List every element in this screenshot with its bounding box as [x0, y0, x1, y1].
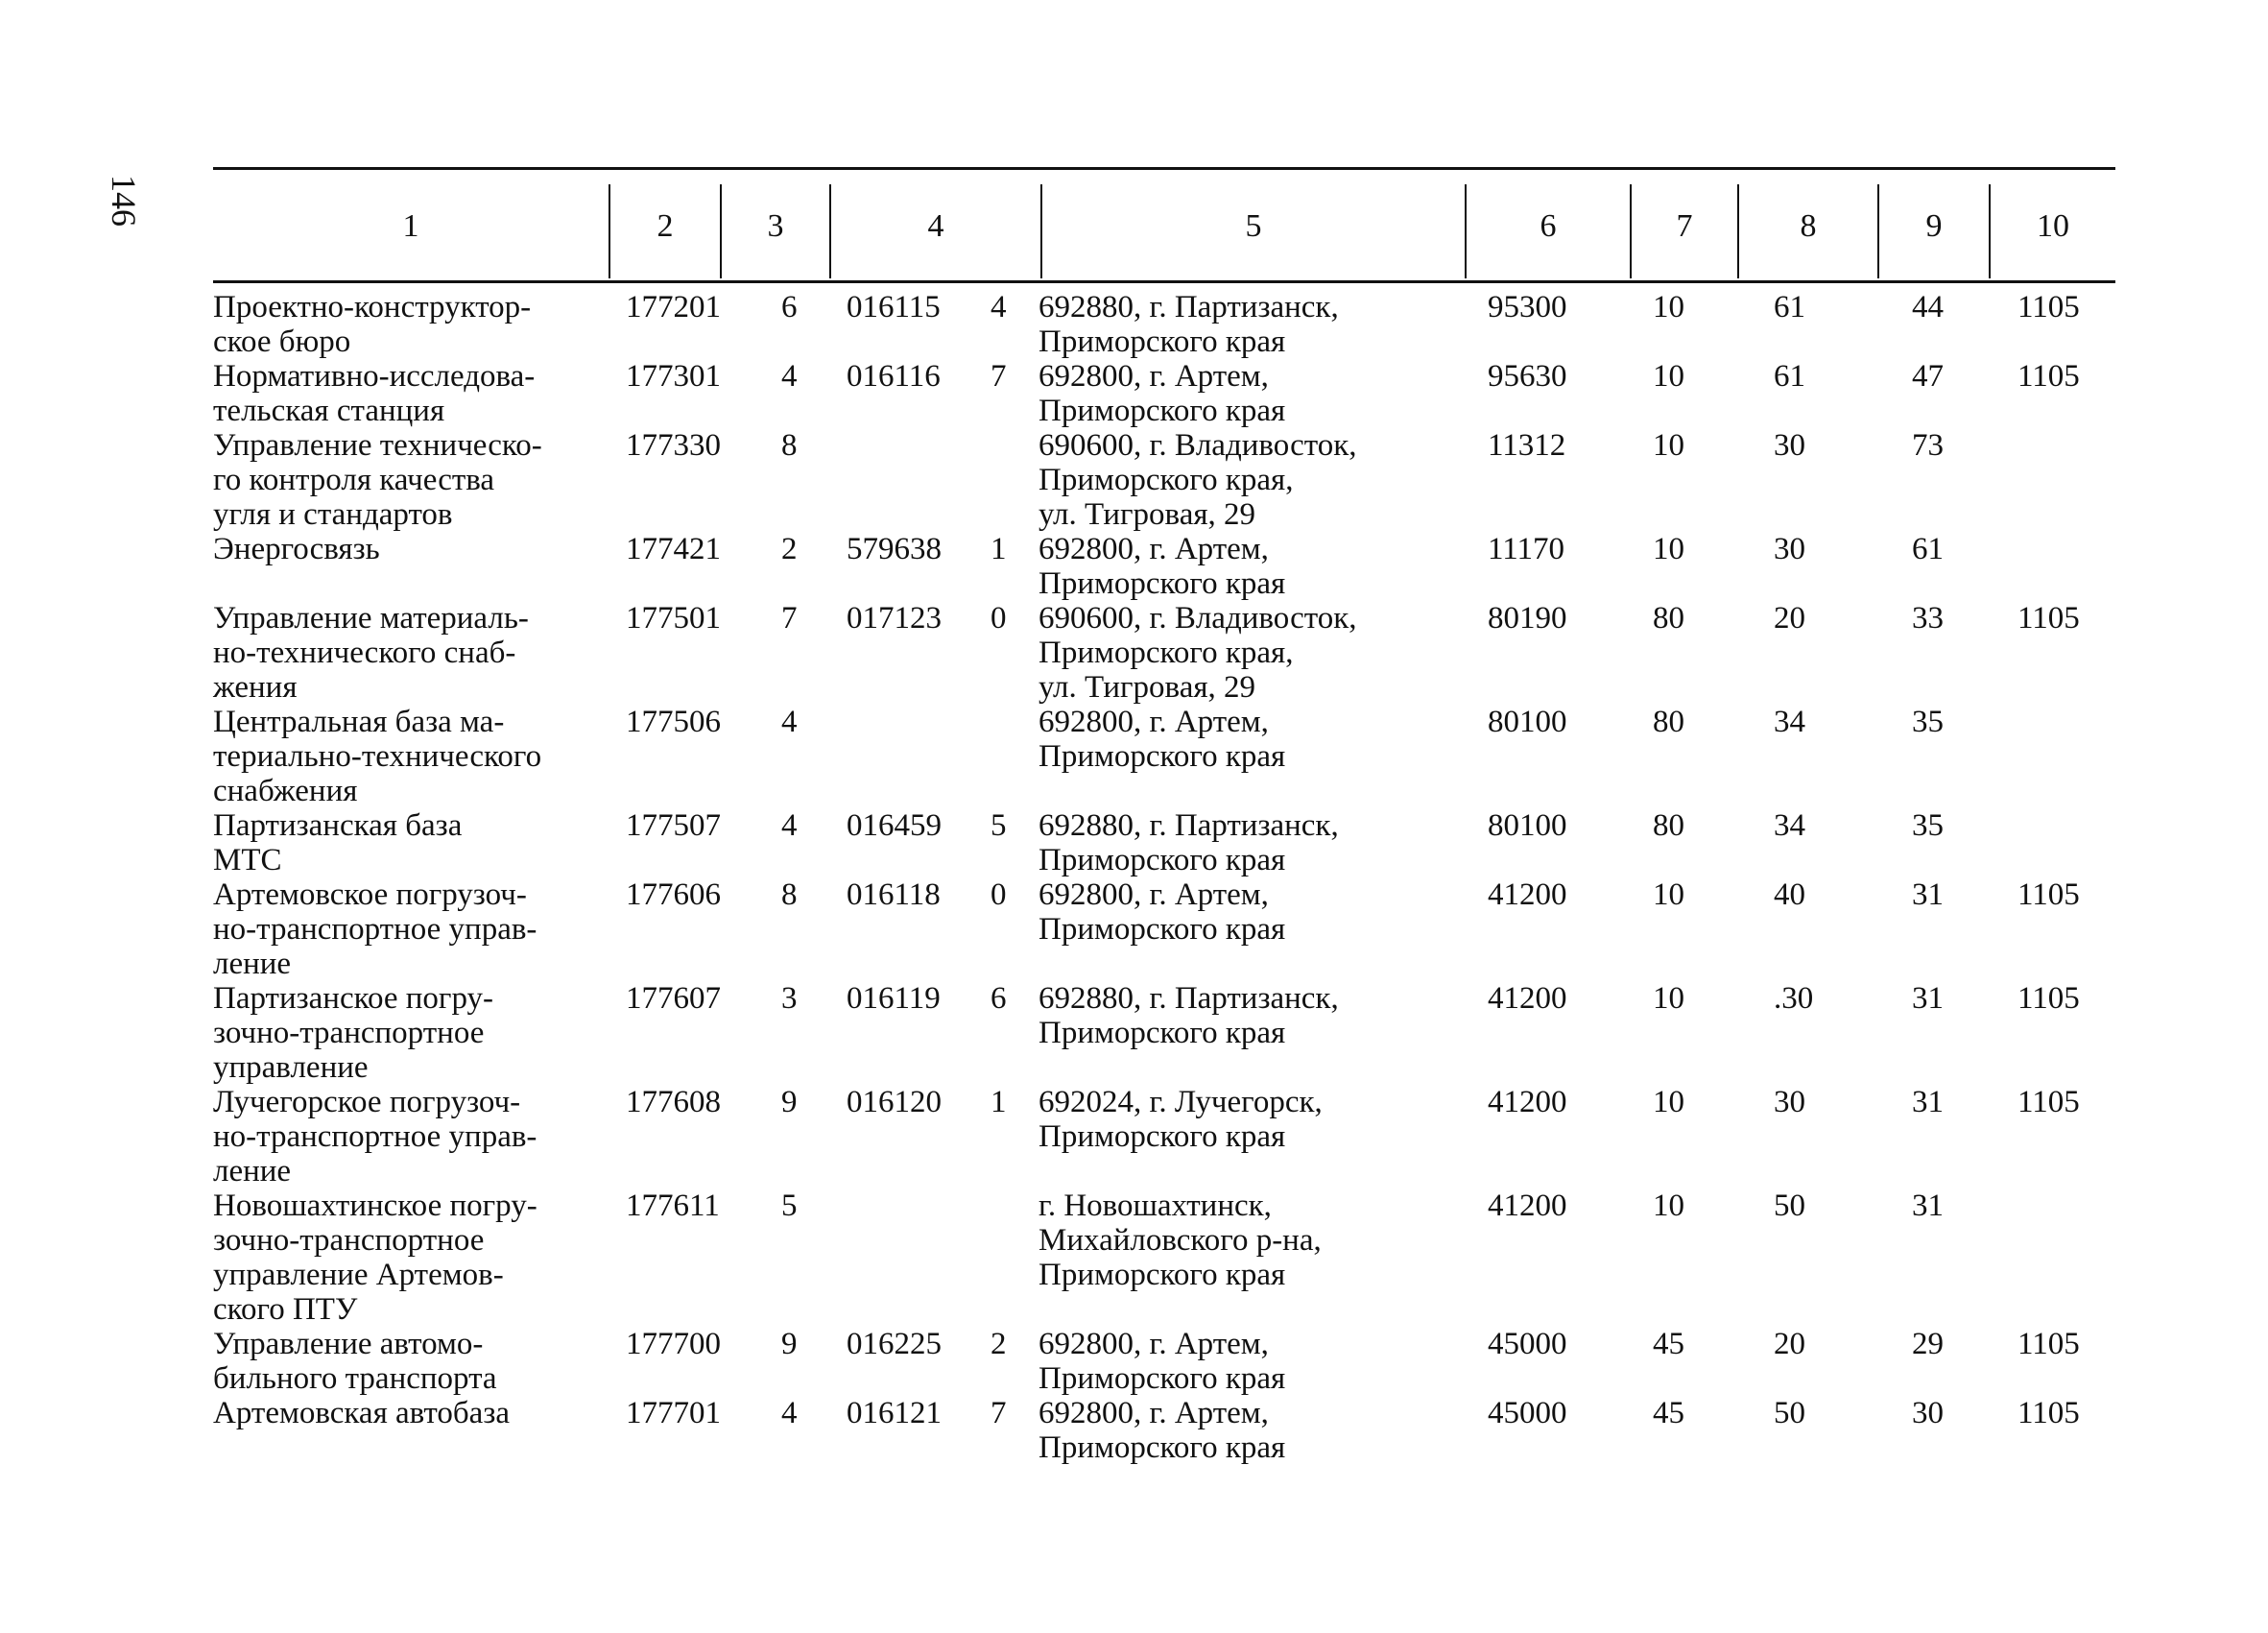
cell-col-10: 1105 [2017, 601, 2080, 636]
cell-col-7: 45 [1653, 1396, 1684, 1430]
table-body [213, 290, 2115, 1465]
address [1039, 808, 1490, 877]
table-row [213, 290, 2115, 359]
cell-col-4-code: 579638 [847, 532, 942, 566]
cell-col-2: 177201 [626, 290, 721, 324]
organization-name-line: тельская станция [213, 394, 445, 428]
cell-col-2: 177608 [626, 1085, 721, 1119]
cell-col-9: 35 [1912, 705, 1944, 739]
table-header [213, 175, 2115, 278]
organization-name-line: угля и стандартов [213, 497, 453, 532]
cell-col-3: 6 [781, 290, 798, 324]
address [1039, 981, 1490, 1050]
organization-name [213, 428, 597, 532]
organization-name [213, 359, 597, 428]
cell-col-3: 5 [781, 1189, 798, 1223]
organization-name-line: ление [213, 947, 292, 981]
cell-col-9: 31 [1912, 981, 1944, 1016]
address [1039, 705, 1490, 774]
organization-name-line: зочно-транспортное [213, 1223, 485, 1258]
cell-col-3: 8 [781, 877, 798, 912]
organization-name-line: Управление техническо- [213, 428, 542, 463]
cell-col-10: 1105 [2017, 981, 2080, 1016]
page-number: 146 [105, 175, 143, 227]
cell-col-4-code: 016115 [847, 290, 941, 324]
cell-col-3: 8 [781, 428, 798, 463]
cell-col-4-digit: 2 [991, 1327, 1007, 1361]
cell-col-3: 9 [781, 1085, 798, 1119]
address-line: Приморского края [1039, 843, 1286, 877]
organization-name-line: но-технического снаб- [213, 636, 516, 670]
address-line: Приморского края [1039, 1258, 1286, 1292]
table-row [213, 532, 2115, 601]
cell-col-7: 10 [1653, 428, 1684, 463]
organization-name [213, 808, 597, 877]
address-line: ул. Тигровая, 29 [1039, 497, 1256, 532]
table-top-rule [213, 167, 2115, 170]
header-col-8: 8 [1800, 208, 1817, 244]
organization-name-line: МТС [213, 843, 282, 877]
address [1039, 1085, 1490, 1154]
cell-col-9: 35 [1912, 808, 1944, 843]
address [1039, 532, 1490, 601]
table-row [213, 877, 2115, 981]
cell-col-8: 30 [1774, 1085, 1805, 1119]
table-row [213, 705, 2115, 808]
table-row [213, 808, 2115, 877]
cell-col-6: 80100 [1488, 808, 1567, 843]
address-line: 692800, г. Артем, [1039, 877, 1269, 912]
cell-col-9: 33 [1912, 601, 1944, 636]
address-line: 692800, г. Артем, [1039, 532, 1269, 566]
header-col-10: 10 [2037, 208, 2069, 244]
address [1039, 428, 1490, 532]
cell-col-4-code: 016119 [847, 981, 941, 1016]
cell-col-7: 10 [1653, 290, 1684, 324]
organization-name-line: ское бюро [213, 324, 351, 359]
cell-col-2: 177607 [626, 981, 721, 1016]
address [1039, 601, 1490, 705]
cell-col-4-digit: 6 [991, 981, 1007, 1016]
organization-name-line: Управление автомо- [213, 1327, 484, 1361]
table-row [213, 1327, 2115, 1396]
organization-name-line: жения [213, 670, 298, 705]
organization-name-line: бильного транспорта [213, 1361, 497, 1396]
address-line: Приморского края [1039, 394, 1286, 428]
address [1039, 1327, 1490, 1396]
organization-name-line: Лучегорское погрузоч- [213, 1085, 521, 1119]
cell-col-6: 45000 [1488, 1327, 1567, 1361]
cell-col-7: 80 [1653, 601, 1684, 636]
address-line: ул. Тигровая, 29 [1039, 670, 1256, 705]
cell-col-8: 61 [1774, 359, 1805, 394]
organization-name [213, 532, 597, 566]
table-row [213, 1396, 2115, 1465]
address-line: 692800, г. Артем, [1039, 1327, 1269, 1361]
cell-col-2: 177700 [626, 1327, 721, 1361]
cell-col-4-code: 016116 [847, 359, 941, 394]
organization-name-line: Энергосвязь [213, 532, 380, 566]
organization-name-line: зочно-транспортное [213, 1016, 485, 1050]
cell-col-7: 45 [1653, 1327, 1684, 1361]
cell-col-6: 41200 [1488, 877, 1567, 912]
organization-name-line: снабжения [213, 774, 358, 808]
organization-name-line: ского ПТУ [213, 1292, 358, 1327]
cell-col-4-digit: 1 [991, 1085, 1007, 1119]
organization-name-line: Партизанская база [213, 808, 463, 843]
cell-col-3: 7 [781, 601, 798, 636]
cell-col-6: 11170 [1488, 532, 1565, 566]
cell-col-2: 177421 [626, 532, 721, 566]
organization-name-line: Артемовская автобаза [213, 1396, 511, 1430]
cell-col-10: 1105 [2017, 290, 2080, 324]
cell-col-7: 10 [1653, 532, 1684, 566]
cell-col-7: 10 [1653, 1085, 1684, 1119]
cell-col-10: 1105 [2017, 1085, 2080, 1119]
cell-col-4-code: 017123 [847, 601, 942, 636]
cell-col-10: 1105 [2017, 359, 2080, 394]
organization-name [213, 877, 597, 981]
cell-col-9: 73 [1912, 428, 1944, 463]
organization-name-line: но-транспортное управ- [213, 912, 537, 947]
cell-col-6: 95300 [1488, 290, 1567, 324]
header-col-2: 2 [657, 208, 674, 244]
header-col-7: 7 [1676, 208, 1693, 244]
address-line: Приморского края [1039, 324, 1286, 359]
address-line: Михайловского р-на, [1039, 1223, 1322, 1258]
cell-col-8: 50 [1774, 1189, 1805, 1223]
address-line: Приморского края [1039, 1016, 1286, 1050]
cell-col-4-digit: 5 [991, 808, 1007, 843]
cell-col-4-digit: 1 [991, 532, 1007, 566]
cell-col-6: 80100 [1488, 705, 1567, 739]
header-col-1: 1 [402, 208, 419, 244]
cell-col-9: 31 [1912, 877, 1944, 912]
cell-col-4-code: 016121 [847, 1396, 942, 1430]
organization-name [213, 981, 597, 1085]
address-line: 692880, г. Партизанск, [1039, 808, 1339, 843]
organization-name [213, 705, 597, 808]
organization-name-line: Управление материаль- [213, 601, 529, 636]
address-line: 692880, г. Партизанск, [1039, 981, 1339, 1016]
address-line: 692880, г. Партизанск, [1039, 290, 1339, 324]
address-line: Приморского края, [1039, 636, 1294, 670]
address [1039, 1396, 1490, 1465]
cell-col-10: 1105 [2017, 1327, 2080, 1361]
address-line: 692024, г. Лучегорск, [1039, 1085, 1323, 1119]
organization-name-line: териально-технического [213, 739, 542, 774]
cell-col-3: 4 [781, 705, 798, 739]
cell-col-8: 34 [1774, 705, 1805, 739]
organization-name-line: управление Артемов- [213, 1258, 504, 1292]
cell-col-7: 10 [1653, 1189, 1684, 1223]
header-col-3: 3 [767, 208, 784, 244]
table-row [213, 359, 2115, 428]
cell-col-8: 34 [1774, 808, 1805, 843]
cell-col-4-digit: 7 [991, 1396, 1007, 1430]
header-col-5: 5 [1245, 208, 1262, 244]
table-row [213, 428, 2115, 532]
organization-name-line: Новошахтинское погру- [213, 1189, 537, 1223]
organization-name-line: Центральная база ма- [213, 705, 505, 739]
organization-name [213, 290, 597, 359]
header-col-6: 6 [1540, 208, 1557, 244]
cell-col-4-code: 016225 [847, 1327, 942, 1361]
organization-name-line: Проектно-конструктор- [213, 290, 532, 324]
cell-col-8: 61 [1774, 290, 1805, 324]
cell-col-10: 1105 [2017, 1396, 2080, 1430]
cell-col-6: 41200 [1488, 1189, 1567, 1223]
cell-col-4-digit: 0 [991, 601, 1007, 636]
cell-col-8: 30 [1774, 532, 1805, 566]
cell-col-4-digit: 0 [991, 877, 1007, 912]
cell-col-2: 177606 [626, 877, 721, 912]
address-line: 692800, г. Артем, [1039, 1396, 1269, 1430]
organization-name [213, 1396, 597, 1430]
table-row [213, 1085, 2115, 1189]
cell-col-6: 45000 [1488, 1396, 1567, 1430]
cell-col-7: 10 [1653, 877, 1684, 912]
cell-col-8: 20 [1774, 601, 1805, 636]
address-line: 690600, г. Владивосток, [1039, 601, 1357, 636]
address-line: Приморского края [1039, 566, 1286, 601]
header-bottom-rule [213, 280, 2115, 283]
cell-col-4-digit: 4 [991, 290, 1007, 324]
address-line: Приморского края [1039, 1361, 1286, 1396]
cell-col-6: 41200 [1488, 981, 1567, 1016]
cell-col-4-code: 016118 [847, 877, 941, 912]
cell-col-3: 9 [781, 1327, 798, 1361]
cell-col-4-digit: 7 [991, 359, 1007, 394]
cell-col-2: 177301 [626, 359, 721, 394]
address [1039, 1189, 1490, 1292]
table-row [213, 981, 2115, 1085]
cell-col-4-code: 016120 [847, 1085, 942, 1119]
cell-col-8: .30 [1774, 981, 1814, 1016]
cell-col-9: 29 [1912, 1327, 1944, 1361]
cell-col-2: 177507 [626, 808, 721, 843]
organization-name [213, 1327, 597, 1396]
header-col-9: 9 [1925, 208, 1943, 244]
cell-col-3: 4 [781, 1396, 798, 1430]
cell-col-8: 40 [1774, 877, 1805, 912]
cell-col-2: 177701 [626, 1396, 721, 1430]
cell-col-9: 61 [1912, 532, 1944, 566]
address [1039, 290, 1490, 359]
table-row [213, 601, 2115, 705]
address [1039, 359, 1490, 428]
address-line: Приморского края, [1039, 463, 1294, 497]
table-row [213, 1189, 2115, 1327]
organization-name-line: Артемовское погрузоч- [213, 877, 527, 912]
cell-col-3: 4 [781, 808, 798, 843]
cell-col-6: 80190 [1488, 601, 1567, 636]
organization-name [213, 1085, 597, 1189]
cell-col-2: 177611 [626, 1189, 720, 1223]
organization-name-line: Нормативно-исследова- [213, 359, 536, 394]
cell-col-6: 41200 [1488, 1085, 1567, 1119]
organization-name [213, 601, 597, 705]
cell-col-8: 50 [1774, 1396, 1805, 1430]
cell-col-2: 177501 [626, 601, 721, 636]
cell-col-3: 3 [781, 981, 798, 1016]
address-line: Приморского края [1039, 912, 1286, 947]
organization-name-line: ление [213, 1154, 292, 1189]
address [1039, 877, 1490, 947]
address-line: Приморского края [1039, 1119, 1286, 1154]
cell-col-4-code: 016459 [847, 808, 942, 843]
organization-name-line: го контроля качества [213, 463, 495, 497]
address-line: 692800, г. Артем, [1039, 705, 1269, 739]
cell-col-2: 177330 [626, 428, 721, 463]
address-line: Приморского края [1039, 739, 1286, 774]
cell-col-3: 2 [781, 532, 798, 566]
address-line: Приморского края [1039, 1430, 1286, 1465]
cell-col-9: 31 [1912, 1189, 1944, 1223]
cell-col-9: 30 [1912, 1396, 1944, 1430]
cell-col-7: 80 [1653, 705, 1684, 739]
cell-col-9: 47 [1912, 359, 1944, 394]
address-line: г. Новошахтинск, [1039, 1189, 1272, 1223]
cell-col-6: 11312 [1488, 428, 1566, 463]
cell-col-7: 10 [1653, 359, 1684, 394]
cell-col-8: 20 [1774, 1327, 1805, 1361]
organization-name [213, 1189, 597, 1327]
cell-col-7: 80 [1653, 808, 1684, 843]
cell-col-7: 10 [1653, 981, 1684, 1016]
cell-col-6: 95630 [1488, 359, 1567, 394]
cell-col-9: 44 [1912, 290, 1944, 324]
organization-name-line: управление [213, 1050, 369, 1085]
address-line: 690600, г. Владивосток, [1039, 428, 1357, 463]
cell-col-10: 1105 [2017, 877, 2080, 912]
cell-col-9: 31 [1912, 1085, 1944, 1119]
header-col-4: 4 [927, 208, 944, 244]
cell-col-8: 30 [1774, 428, 1805, 463]
address-line: 692800, г. Артем, [1039, 359, 1269, 394]
cell-col-2: 177506 [626, 705, 721, 739]
organization-name-line: но-транспортное управ- [213, 1119, 537, 1154]
organization-name-line: Партизанское погру- [213, 981, 494, 1016]
cell-col-3: 4 [781, 359, 798, 394]
